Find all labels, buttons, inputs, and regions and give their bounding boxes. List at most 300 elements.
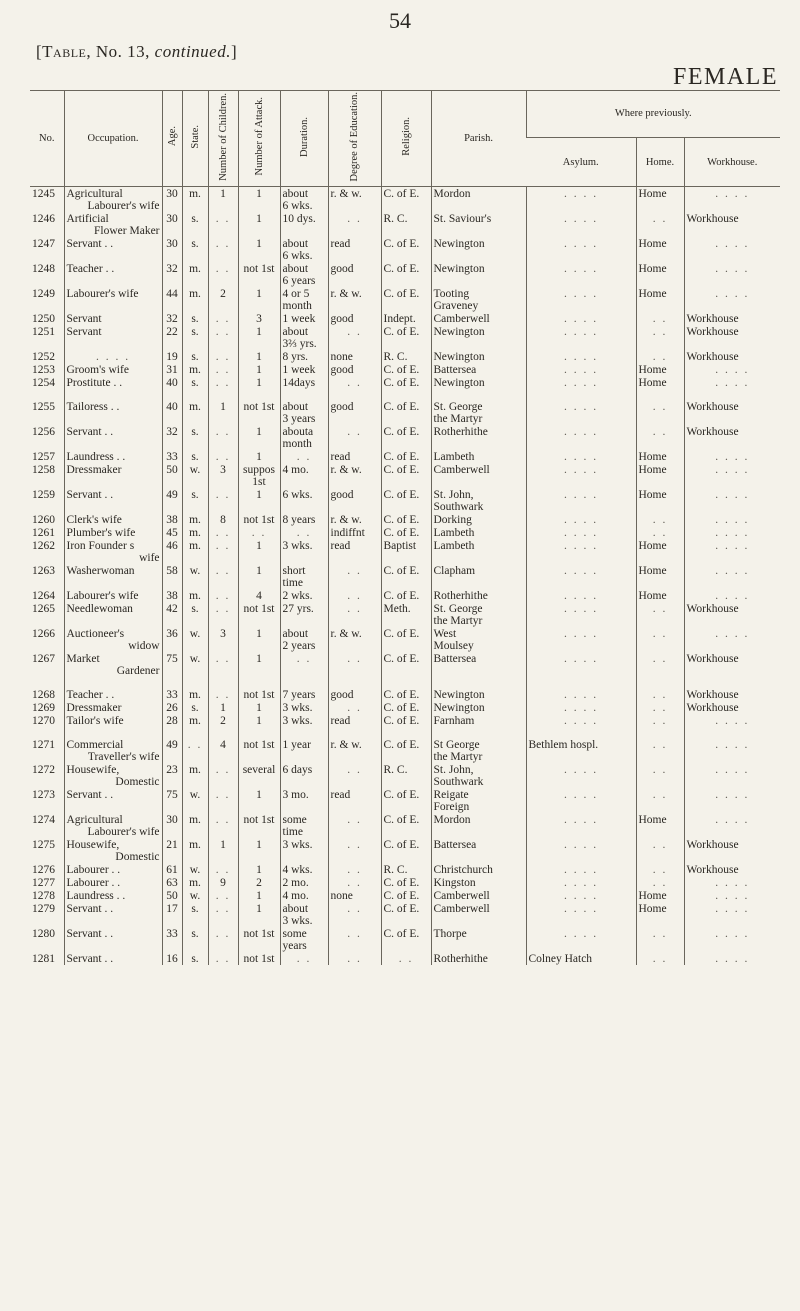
cell-parish: [431, 652, 526, 677]
cell-text: . . . .: [563, 590, 599, 602]
cell-text: 26: [166, 702, 178, 714]
cell-no: [30, 463, 64, 488]
cell-text: read: [330, 451, 351, 463]
col-header-home: Home.: [636, 138, 684, 187]
cell-state: [182, 187, 208, 213]
col-header-asylum: Asylum.: [526, 138, 636, 187]
cell-text: indiffnt: [330, 527, 365, 539]
cell-text: . .: [347, 814, 362, 826]
cell-occupation: [64, 701, 162, 714]
cell-text: . .: [347, 864, 362, 876]
cell-text: 1: [256, 238, 262, 250]
cell-education: [328, 813, 381, 838]
cell-workhouse: [684, 212, 780, 237]
cell-occupation: [64, 376, 162, 389]
cell-text: . .: [652, 628, 668, 640]
cell-duration: [280, 738, 328, 763]
cell-duration: [280, 652, 328, 677]
cell-text: St. George: [433, 401, 483, 413]
cell-workhouse: [684, 602, 780, 627]
cell-text: 1277: [32, 877, 55, 889]
cell-text: not 1st: [243, 514, 275, 526]
cell-text: m.: [189, 590, 201, 602]
cell-workhouse: [684, 262, 780, 287]
cell-duration: [280, 763, 328, 788]
cell-text: . .: [296, 527, 312, 539]
cell-text: R. C.: [383, 764, 408, 776]
cell-duration: [280, 788, 328, 813]
cell-text: . . . .: [95, 351, 131, 363]
cell-workhouse: [684, 350, 780, 363]
cell-text: . .: [652, 839, 668, 851]
col-header-attack: Number of Attack.: [238, 90, 280, 187]
cell-workhouse: [684, 952, 780, 965]
cell-age: [162, 701, 182, 714]
cell-religion: [381, 763, 431, 788]
cell-text: C. of E.: [383, 877, 420, 889]
cell-attack: [238, 927, 280, 952]
cell-text: . .: [215, 326, 231, 338]
cell-occupation: [64, 513, 162, 526]
cell-no: [30, 564, 64, 589]
register-table: [30, 90, 780, 965]
cell-religion: [381, 838, 431, 863]
cell-workhouse: [684, 763, 780, 788]
cell-text: some: [282, 814, 307, 826]
cell-attack: [238, 212, 280, 237]
cell-text: 1261: [32, 527, 55, 539]
cell-state: [182, 350, 208, 363]
cell-text: s.: [191, 313, 199, 325]
cell-text: Tooting: [433, 288, 470, 300]
cell-text: . .: [652, 603, 668, 615]
cell-text: good: [330, 689, 354, 701]
cell-occupation: [64, 425, 162, 450]
cell-education: [328, 212, 381, 237]
cell-text: . .: [215, 953, 231, 965]
cell-text: . .: [652, 514, 668, 526]
cell-attack: [238, 287, 280, 312]
cell-text: 4 mo.: [282, 464, 309, 476]
cell-text: . . . .: [563, 213, 599, 225]
cell-occupation: [64, 838, 162, 863]
cell-text: 1270: [32, 715, 55, 727]
cell-asylum: [526, 526, 636, 539]
cell-workhouse: [684, 627, 780, 652]
cell-parish: [431, 513, 526, 526]
table-row: [30, 187, 780, 213]
cell-religion: [381, 539, 431, 564]
cell-state: [182, 237, 208, 262]
cell-text: 1: [256, 351, 262, 363]
cell-text: . .: [296, 953, 312, 965]
cell-text: Washerwoman: [66, 565, 135, 577]
cell-age: [162, 488, 182, 513]
col-header-where-previously: Where previously.: [526, 90, 780, 138]
cell-occupation: [64, 813, 162, 838]
cell-parish: [431, 212, 526, 237]
cell-text: West: [433, 628, 457, 640]
cell-parish: [431, 325, 526, 350]
cell-text: Home: [638, 890, 667, 902]
cell-parish: [431, 714, 526, 727]
cell-workhouse: [684, 788, 780, 813]
cell-text: time: [282, 577, 303, 589]
cell-text: Camberwell: [433, 313, 490, 325]
cell-duration: [280, 876, 328, 889]
cell-text: w.: [189, 653, 201, 665]
cell-text: 2 years: [282, 640, 316, 652]
cell-text: Housewife,: [66, 839, 120, 851]
cell-age: [162, 425, 182, 450]
cell-text: . . . .: [563, 540, 599, 552]
cell-text: . . . .: [715, 789, 750, 801]
cell-text: Rotherhithe: [433, 953, 488, 965]
cell-state: [182, 902, 208, 927]
cell-age: [162, 876, 182, 889]
cell-asylum: [526, 688, 636, 701]
cell-asylum: [526, 312, 636, 325]
cell-occupation: [64, 187, 162, 213]
cell-text: 1: [256, 288, 262, 300]
cell-home: [636, 363, 684, 376]
cell-age: [162, 714, 182, 727]
cell-no: [30, 602, 64, 627]
cell-home: [636, 838, 684, 863]
cell-home: [636, 952, 684, 965]
cell-duration: [280, 627, 328, 652]
cell-text: 21: [166, 839, 178, 851]
cell-attack: [238, 589, 280, 602]
cell-text: 6 wks.: [282, 200, 313, 212]
table-row: [30, 889, 780, 902]
cell-home: [636, 450, 684, 463]
cell-text: 58: [166, 565, 178, 577]
cell-home: [636, 876, 684, 889]
cell-text: read: [330, 238, 351, 250]
cell-text: . . . .: [563, 351, 599, 363]
cell-duration: [280, 463, 328, 488]
cell-religion: [381, 488, 431, 513]
cell-children: [208, 187, 238, 213]
cell-education: [328, 738, 381, 763]
cell-duration: [280, 363, 328, 376]
cell-text: . .: [652, 326, 668, 338]
cell-text: 1253: [32, 364, 55, 376]
cell-age: [162, 363, 182, 376]
cell-text: Prostitute . .: [66, 377, 123, 389]
cell-workhouse: [684, 927, 780, 952]
cell-religion: [381, 889, 431, 902]
cell-religion: [381, 376, 431, 389]
cell-text: not 1st: [243, 953, 275, 965]
cell-no: [30, 450, 64, 463]
cell-religion: [381, 513, 431, 526]
cell-occupation: [64, 952, 162, 965]
cell-text: s.: [191, 489, 199, 501]
cell-home: [636, 237, 684, 262]
cell-text: C. of E.: [383, 288, 420, 300]
cell-religion: [381, 187, 431, 213]
cell-text: w.: [189, 628, 201, 640]
cell-text: Workhouse: [686, 351, 739, 363]
cell-text: . . . .: [563, 263, 599, 275]
cell-attack: [238, 738, 280, 763]
cell-parish: [431, 526, 526, 539]
cell-asylum: [526, 763, 636, 788]
cell-home: [636, 701, 684, 714]
cell-text: . . . .: [563, 288, 599, 300]
cell-text: Foreign: [433, 801, 470, 813]
cell-education: [328, 450, 381, 463]
cell-religion: [381, 463, 431, 488]
cell-text: m.: [189, 764, 201, 776]
cell-text: read: [330, 789, 351, 801]
cell-text: . . . .: [563, 326, 599, 338]
cell-state: [182, 488, 208, 513]
cell-parish: [431, 237, 526, 262]
cell-text: 1268: [32, 689, 55, 701]
cell-text: . .: [347, 903, 362, 915]
cell-asylum: [526, 376, 636, 389]
cell-text: Workhouse: [686, 603, 739, 615]
cell-children: [208, 889, 238, 902]
cell-text: Artificial: [66, 213, 109, 225]
cell-duration: [280, 312, 328, 325]
cell-text: 3 mo.: [282, 789, 309, 801]
cell-state: [182, 876, 208, 889]
cell-text: 1278: [32, 890, 55, 902]
cell-duration: [280, 513, 328, 526]
cell-text: 1258: [32, 464, 55, 476]
cell-text: Servant . .: [66, 789, 114, 801]
cell-state: [182, 400, 208, 425]
cell-education: [328, 701, 381, 714]
cell-occupation: [64, 539, 162, 564]
cell-text: 1: [256, 188, 262, 200]
table-row: [30, 376, 780, 389]
cell-text: Groom's wife: [66, 364, 129, 376]
cell-text: 1264: [32, 590, 55, 602]
cell-education: [328, 425, 381, 450]
cell-text: 3: [256, 313, 262, 325]
cell-text: . . . .: [563, 364, 599, 376]
cell-home: [636, 526, 684, 539]
cell-workhouse: [684, 513, 780, 526]
cell-text: Home: [638, 565, 667, 577]
cell-text: . . . .: [715, 814, 750, 826]
table-row: [30, 363, 780, 376]
cell-text: Southwark: [433, 776, 484, 788]
cell-home: [636, 488, 684, 513]
cell-text: Home: [638, 814, 667, 826]
cell-age: [162, 400, 182, 425]
cell-text: Moulsey: [433, 640, 474, 652]
cell-text: R. C.: [383, 213, 408, 225]
cell-text: years: [282, 940, 307, 952]
cell-parish: [431, 876, 526, 889]
cell-asylum: [526, 363, 636, 376]
cell-workhouse: [684, 714, 780, 727]
cell-text: . .: [652, 877, 668, 889]
cell-text: 1 week: [282, 313, 316, 325]
cell-parish: [431, 738, 526, 763]
cell-attack: [238, 488, 280, 513]
cell-text: 1: [220, 702, 226, 714]
cell-text: Graveney: [433, 300, 479, 312]
cell-text: . . . .: [715, 628, 750, 640]
cell-text: C. of E.: [383, 238, 420, 250]
cell-text: . .: [652, 401, 668, 413]
cell-education: [328, 876, 381, 889]
cell-children: [208, 450, 238, 463]
cell-text: . . . .: [715, 928, 750, 940]
cell-text: Teacher . .: [66, 263, 115, 275]
cell-state: [182, 927, 208, 952]
cell-text: 14days: [282, 377, 316, 389]
cell-text: C. of E.: [383, 263, 420, 275]
cell-asylum: [526, 450, 636, 463]
cell-occupation: [64, 262, 162, 287]
cell-text: read: [330, 715, 351, 727]
cell-text: . . . .: [563, 313, 599, 325]
cell-education: [328, 688, 381, 701]
cell-home: [636, 902, 684, 927]
cell-education: [328, 287, 381, 312]
cell-text: 30: [166, 188, 178, 200]
cell-text: St. John,: [433, 489, 474, 501]
cell-parish: [431, 425, 526, 450]
cell-text: C. of E.: [383, 188, 420, 200]
cell-text: m.: [189, 877, 201, 889]
cell-text: . . . .: [563, 839, 599, 851]
cell-no: [30, 237, 64, 262]
cell-occupation: [64, 788, 162, 813]
cell-text: . .: [215, 213, 231, 225]
cell-education: [328, 325, 381, 350]
cell-religion: [381, 312, 431, 325]
cell-no: [30, 287, 64, 312]
cell-parish: [431, 450, 526, 463]
cell-text: . . . .: [715, 527, 750, 539]
cell-text: 61: [166, 864, 178, 876]
cell-text: 1st: [252, 476, 266, 488]
cell-text: . .: [215, 603, 231, 615]
cell-text: 1: [256, 326, 262, 338]
cell-state: [182, 287, 208, 312]
cell-text: 75: [166, 653, 178, 665]
cell-text: w.: [189, 890, 201, 902]
cell-parish: [431, 287, 526, 312]
cell-text: not 1st: [243, 603, 275, 615]
cell-text: Home: [638, 489, 667, 501]
cell-text: r. & w.: [330, 628, 362, 640]
cell-text: C. of E.: [383, 739, 420, 751]
cell-occupation: [64, 312, 162, 325]
cell-text: 44: [166, 288, 178, 300]
cell-no: [30, 376, 64, 389]
cell-text: 7 years: [282, 689, 316, 701]
cell-text: . .: [652, 702, 668, 714]
cell-asylum: [526, 589, 636, 602]
cell-text: 3: [220, 464, 226, 476]
cell-attack: [238, 312, 280, 325]
cell-text: 1281: [32, 953, 55, 965]
cell-no: [30, 952, 64, 965]
cell-text: 49: [166, 739, 178, 751]
cell-text: C. of E.: [383, 814, 420, 826]
table-row: [30, 526, 780, 539]
cell-workhouse: [684, 526, 780, 539]
cell-workhouse: [684, 425, 780, 450]
cell-text: St. John,: [433, 764, 474, 776]
cell-children: [208, 602, 238, 627]
cell-home: [636, 889, 684, 902]
cell-text: . . . .: [715, 953, 750, 965]
cell-text: . .: [296, 451, 312, 463]
cell-text: s.: [191, 928, 199, 940]
cell-parish: [431, 350, 526, 363]
cell-duration: [280, 526, 328, 539]
cell-text: about: [282, 903, 309, 915]
cell-religion: [381, 589, 431, 602]
cell-parish: [431, 763, 526, 788]
cell-attack: [238, 763, 280, 788]
cell-text: widow: [128, 640, 160, 652]
cell-religion: [381, 325, 431, 350]
cell-children: [208, 813, 238, 838]
cell-no: [30, 539, 64, 564]
cell-text: C. of E.: [383, 689, 420, 701]
cell-text: Workhouse: [686, 702, 739, 714]
col-header-occupation: Occupation.: [64, 90, 162, 187]
cell-age: [162, 187, 182, 213]
cell-children: [208, 376, 238, 389]
cell-religion: [381, 287, 431, 312]
cell-children: [208, 627, 238, 652]
cell-text: 38: [166, 514, 178, 526]
cell-state: [182, 688, 208, 701]
cell-age: [162, 863, 182, 876]
group-spacer: [30, 727, 780, 738]
cell-age: [162, 652, 182, 677]
cell-occupation: [64, 526, 162, 539]
table-row: [30, 450, 780, 463]
cell-workhouse: [684, 701, 780, 714]
cell-text: Newington: [433, 351, 485, 363]
cell-text: Battersea: [433, 839, 477, 851]
cell-text: C. of E.: [383, 514, 420, 526]
cell-text: Servant: [66, 313, 102, 325]
cell-home: [636, 788, 684, 813]
cell-duration: [280, 564, 328, 589]
cell-text: 4 wks.: [282, 864, 313, 876]
cell-no: [30, 363, 64, 376]
cell-text: 32: [166, 263, 178, 275]
cell-occupation: [64, 237, 162, 262]
cell-text: m.: [189, 364, 201, 376]
cell-text: C. of E.: [383, 715, 420, 727]
cell-text: not 1st: [243, 263, 275, 275]
cell-text: C. of E.: [383, 426, 420, 438]
cell-text: 8 yrs.: [282, 351, 309, 363]
cell-duration: [280, 425, 328, 450]
cell-education: [328, 627, 381, 652]
cell-religion: [381, 688, 431, 701]
cell-text: Newington: [433, 238, 485, 250]
cell-no: [30, 763, 64, 788]
cell-text: 1256: [32, 426, 55, 438]
